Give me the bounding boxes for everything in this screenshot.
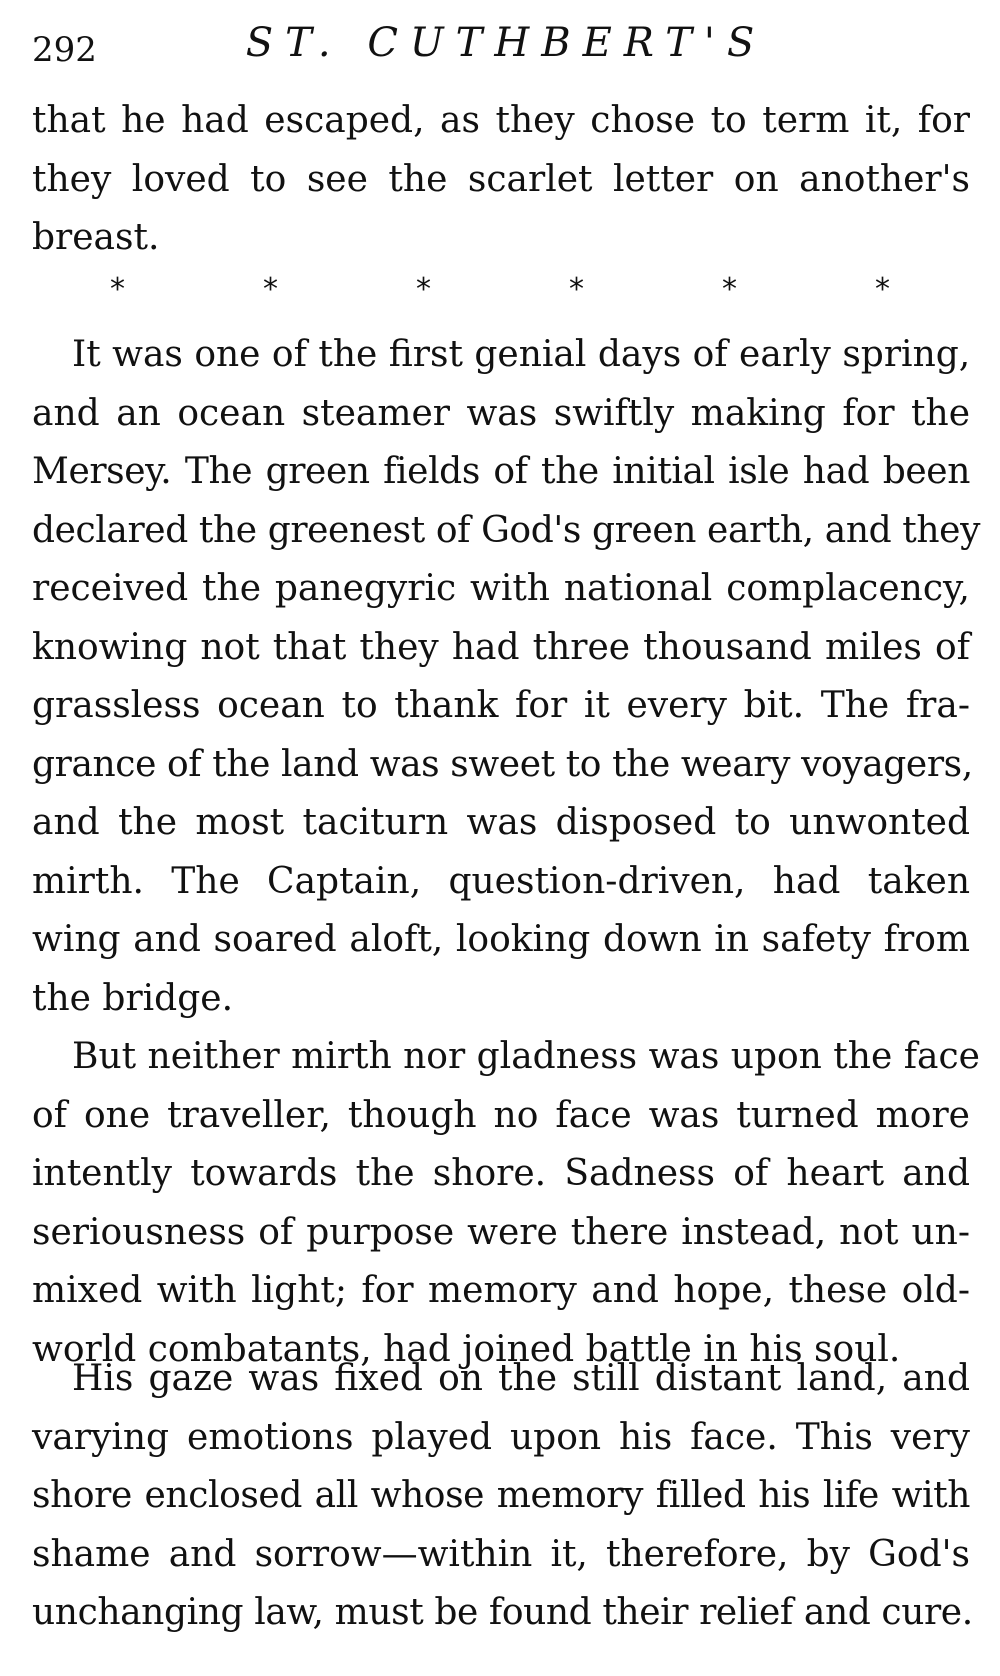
asterisk-glyph: * xyxy=(110,272,125,307)
text-line: breast. xyxy=(32,217,160,258)
text-line: unchanging law, must be found their relief and cure. xyxy=(32,1592,973,1633)
asterisk-glyph: * xyxy=(416,272,431,307)
text-line: intently towards the shore. Sadness of heart and xyxy=(32,1153,970,1194)
asterisk-glyph: * xyxy=(722,272,737,307)
text-line: declared the greenest of God's green earth, and they xyxy=(32,509,981,551)
text-line: received the panegyric with national complacency, xyxy=(32,568,970,609)
paragraph-distant-land xyxy=(32,1350,973,1643)
text-line: shore enclosed all whose memory filled his life with xyxy=(32,1475,970,1516)
asterisk-glyph: * xyxy=(263,272,278,307)
paragraph-continuation xyxy=(32,92,970,268)
section-break-asterisms xyxy=(110,272,890,312)
asterisk-glyph: * xyxy=(569,272,584,307)
text-line: It was one of the first genial days of early spring, xyxy=(72,334,971,375)
text-line: knowing not that they had three thousand miles of xyxy=(32,626,970,668)
text-line: of one traveller, though no face was turned more xyxy=(32,1094,970,1136)
text-line: wing and soared aloft, looking down in safety from xyxy=(32,919,970,960)
running-title: ST. CUTHBERT'S xyxy=(245,20,767,66)
text-line: But neither mirth nor gladness was upon the face xyxy=(72,1036,980,1077)
text-line: varying emotions played upon his face. This very xyxy=(32,1416,970,1458)
text-line: they loved to see the scarlet letter on another's xyxy=(32,158,970,200)
text-line: that he had escaped, as they chose to term it, for xyxy=(32,100,970,141)
text-line: the bridge. xyxy=(32,977,234,1019)
asterisk-glyph: * xyxy=(875,272,890,307)
text-line: and the most taciturn was disposed to unwonted xyxy=(32,802,970,843)
text-line: Mersey. The green fields of the initial isle had been xyxy=(32,451,970,492)
text-line: seriousness of purpose were there instead, not un- xyxy=(32,1211,970,1253)
text-line: shame and sorrow—within it, therefore, by God's xyxy=(32,1533,970,1575)
text-line: His gaze was fixed on the still distant land, and xyxy=(72,1358,970,1399)
text-line: grassless ocean to thank for it every bit. The fra- xyxy=(32,685,970,726)
text-line: mirth. The Captain, question-driven, had taken xyxy=(32,860,970,902)
running-head xyxy=(32,16,940,76)
page-number: 292 xyxy=(32,30,97,70)
text-line: world combatants, had joined battle in his soul. xyxy=(32,1328,901,1370)
paragraph-one-traveller xyxy=(32,1028,980,1379)
text-line: grance of the land was sweet to the weary voyagers, xyxy=(32,743,973,785)
paragraph-spring-steamer xyxy=(32,326,981,1028)
text-line: mixed with light; for memory and hope, these old- xyxy=(32,1270,970,1311)
text-line: and an ocean steamer was swiftly making for the xyxy=(32,392,970,434)
